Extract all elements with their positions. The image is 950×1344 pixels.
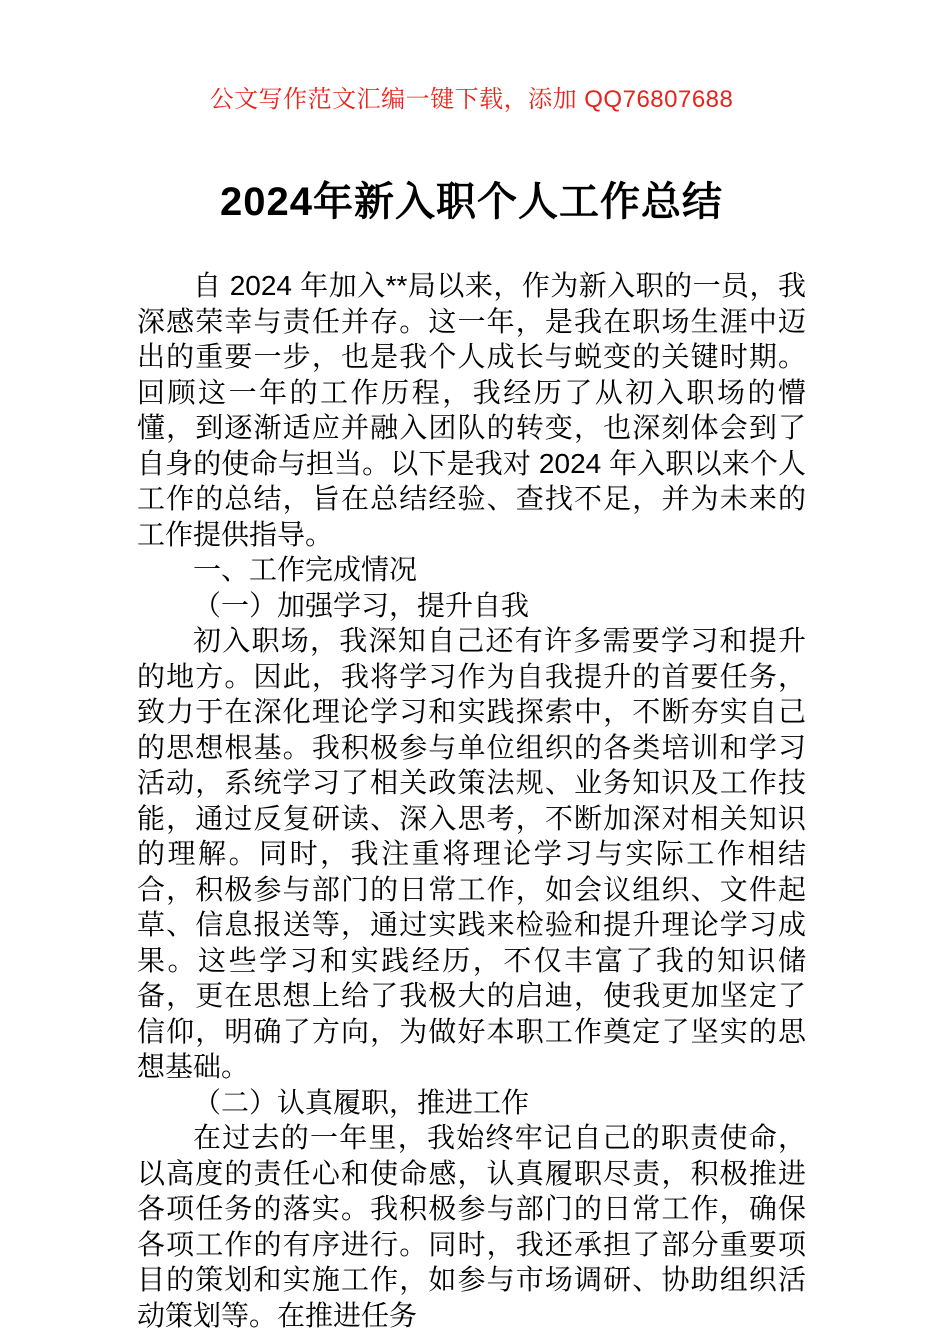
subsection-heading: （一）加强学习，提升自我 [193, 589, 530, 621]
section-heading: 一、工作完成情况 [193, 554, 418, 585]
promo-banner: 公文写作范文汇编一键下载，添加 QQ76807688 [209, 86, 734, 113]
subsection-heading: （二）认真履职，推进工作 [193, 1086, 530, 1118]
document-body [137, 268, 806, 1333]
body-paragraph: 在过去的一年里，我始终牢记自己的职责使命，以高度的责任心和使命感，认真履职尽责，积极推进各项任务的落实。我积极参与部门的日常工作，确保各项工作的有序进行。同时，我还承担了部分重要项目的策划和实施工作，如参与市场调研、协助组织活动策划等。在推进任务 [137, 1122, 806, 1331]
body-paragraph: 自 2024 年加入**局以来，作为新入职的一员，我深感荣幸与责任并存。这一年，是我在职场生涯中迈出的重要一步，也是我个人成长与蜕变的关键时期。回顾这一年的工作历程，我经历了从初入职场的懵懂，到逐渐适应并融入团队的转变，也深刻体会到了自身的使命与担当。以下是我对 2024 年入职以来个人工作的总结，旨在总结经验、查找不足，并为未来的工作提供指导。 [137, 270, 806, 550]
body-paragraph: 初入职场，我深知自己还有许多需要学习和提升的地方。因此，我将学习作为自我提升的首要任务，致力于在深化理论学习和实践探索中，不断夯实自己的思想根基。我积极参与单位组织的各类培训和学习活动，系统学习了相关政策法规、业务知识及工作技能，通过反复研读、深入思考，不断加深对相关知识的理解。同时，我注重将理论学习与实际工作相结合，积极参与部门的日常工作，如会议组织、文件起草、信息报送等，通过实践来检验和提升理论学习成果。这些学习和实践经历，不仅丰富了我的知识储备，更在思想上给了我极大的启迪，使我更加坚定了信仰，明确了方向，为做好本职工作奠定了坚实的思想基础。 [137, 625, 806, 1082]
document-title: 2024年新入职个人工作总结 [220, 180, 723, 224]
